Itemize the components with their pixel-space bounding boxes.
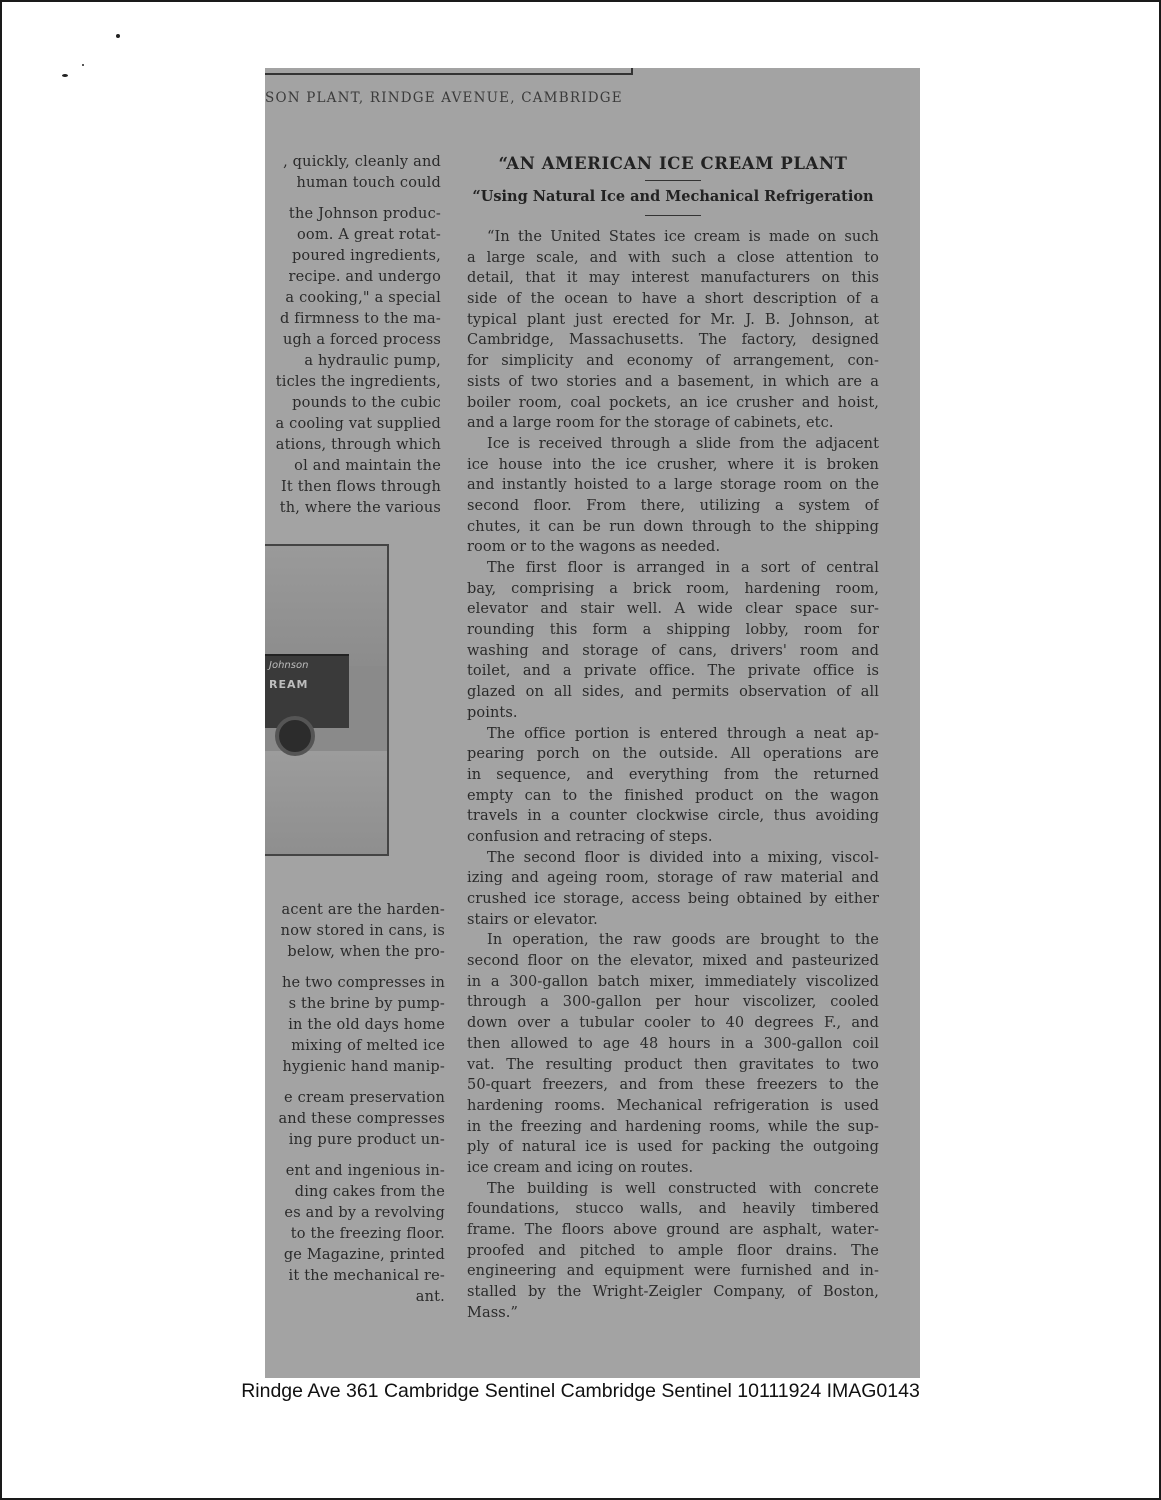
article-column bbox=[467, 152, 879, 1323]
text-line: and these compresses bbox=[278, 1111, 445, 1127]
newspaper-clipping bbox=[265, 68, 920, 1378]
text-line: acent are the harden- bbox=[281, 902, 445, 918]
article-line: In operation, the raw goods are brought to the bbox=[487, 932, 879, 949]
article-line: second floor on the elevator, mixed and pasteurized bbox=[467, 953, 879, 970]
truck-lettering: Johnson bbox=[269, 660, 309, 671]
article-title: “AN AMERICAN ICE CREAM PLANT bbox=[498, 154, 848, 173]
article-line: The building is well constructed with concrete bbox=[487, 1180, 879, 1197]
article-line: bay, comprising a brick room, hardening room, bbox=[467, 580, 879, 597]
truck-photo bbox=[265, 544, 389, 856]
text-line: It then flows through bbox=[280, 479, 441, 495]
article-line: a large scale, and with such a close attention to bbox=[467, 249, 879, 266]
text-line: ing pure product un- bbox=[288, 1132, 445, 1148]
scan-speck bbox=[116, 34, 120, 38]
article-subtitle: “Using Natural Ice and Mechanical Refrigeration bbox=[472, 188, 874, 205]
article-line: stairs or elevator. bbox=[467, 911, 598, 928]
article-line: boiler room, coal pockets, an ice crusher and hoist, bbox=[467, 394, 879, 411]
article-line: sists of two stories and a basement, in which are a bbox=[467, 373, 879, 390]
text-line: a hydraulic pump, bbox=[304, 353, 441, 369]
scan-speck bbox=[62, 74, 68, 77]
text-line: e cream preservation bbox=[284, 1090, 445, 1106]
article-line: side of the ocean to have a short description of a bbox=[467, 291, 879, 308]
image-caption: Rindge Ave 361 Cambridge Sentinel Cambridge Sentinel 10111924 IMAG0143 bbox=[241, 1380, 920, 1402]
paragraph-gap bbox=[265, 963, 445, 973]
article-line: 50-quart freezers, and from these freezers to the bbox=[467, 1077, 879, 1094]
article-line: “In the United States ice cream is made on such bbox=[487, 229, 879, 245]
text-line: the Johnson produc- bbox=[288, 206, 441, 222]
text-line: poured ingredients, bbox=[291, 248, 441, 264]
paragraph-gap bbox=[265, 1151, 445, 1161]
text-line: pounds to the cubic bbox=[292, 395, 441, 411]
article-line: glazed on all sides, and permits observation of all bbox=[467, 684, 879, 701]
text-line: ol and maintain the bbox=[294, 458, 441, 474]
article-line: ply of natural ice is used for packing the outgoing bbox=[467, 1139, 879, 1156]
article-line: engineering and equipment were furnished and in- bbox=[467, 1263, 879, 1280]
paragraph-gap bbox=[265, 194, 441, 204]
truck-wheel bbox=[275, 716, 315, 756]
title-rule bbox=[645, 180, 701, 181]
text-line: hygienic hand manip- bbox=[282, 1059, 445, 1075]
text-line: s the brine by pump- bbox=[288, 996, 445, 1012]
article-line: vat. The resulting product then gravitates to two bbox=[467, 1056, 879, 1073]
article-line: elevator and stair well. A wide clear space sur- bbox=[467, 601, 879, 618]
article-line: foundations, stucco walls, and heavily timbered bbox=[467, 1201, 879, 1218]
text-line: ations, through which bbox=[275, 437, 441, 453]
article-line: typical plant just erected for Mr. J. B. Johnson, at bbox=[467, 311, 879, 328]
photo-sky bbox=[265, 546, 387, 666]
article-line: toilet, and a private office. The private office is bbox=[467, 663, 879, 680]
article-line: in the freezing and hardening rooms, while the sup- bbox=[467, 1118, 879, 1135]
text-line: ent and ingenious in- bbox=[285, 1163, 445, 1179]
text-line: to the freezing floor. bbox=[290, 1226, 445, 1242]
article-line: points. bbox=[467, 704, 518, 721]
article-line: stalled by the Wright-Zeigler Company, of Boston, bbox=[467, 1284, 879, 1301]
text-line: it the mechanical re- bbox=[288, 1268, 445, 1284]
text-line: recipe. and undergo bbox=[288, 269, 441, 285]
article-line: izing and ageing room, storage of raw material and bbox=[467, 870, 879, 887]
article-line: washing and storage of cans, drivers' room and bbox=[467, 642, 879, 659]
text-line: oom. A great rotat- bbox=[296, 227, 441, 243]
photo-ground bbox=[265, 751, 387, 856]
text-line: es and by a revolving bbox=[284, 1205, 445, 1221]
article-line: hardening rooms. Mechanical refrigeration is used bbox=[467, 1097, 879, 1114]
text-line: human touch could bbox=[296, 175, 441, 191]
article-line: second floor. From there, utilizing a system of bbox=[467, 497, 879, 514]
subtitle-rule bbox=[645, 215, 701, 216]
article-line: Ice is received through a slide from the adjacent bbox=[487, 435, 879, 452]
text-line: a cooling vat supplied bbox=[275, 416, 441, 432]
article-line: room or to the wagons as needed. bbox=[467, 539, 721, 556]
article-line: and a large room for the storage of cabinets, etc. bbox=[467, 415, 834, 432]
article-line: frame. The floors above ground are asphalt, water- bbox=[467, 1222, 879, 1238]
text-line: , quickly, cleanly and bbox=[283, 154, 441, 170]
article-line: The office portion is entered through a neat ap- bbox=[487, 725, 879, 742]
text-line: ge Magazine, printed bbox=[283, 1247, 445, 1263]
article-body bbox=[467, 227, 879, 1323]
article-line: The first floor is arranged in a sort of central bbox=[487, 560, 879, 576]
article-line: empty can to the finished product on the wagon bbox=[467, 787, 879, 804]
left-column-top bbox=[265, 152, 441, 519]
article-line: down over a tubular cooler to 40 degrees F., and bbox=[467, 1015, 879, 1032]
article-line: for simplicity and economy of arrangement, con- bbox=[467, 353, 879, 370]
truck-lettering: REAM bbox=[269, 678, 309, 691]
article-line: then allowed to age 48 hours in a 300-gallon coil bbox=[467, 1035, 879, 1052]
article-line: crushed ice storage, access being obtained by either bbox=[467, 891, 879, 907]
article-line: and instantly hoisted to a large storage room on the bbox=[467, 477, 879, 494]
article-line: in a 300-gallon batch mixer, immediately viscolized bbox=[467, 973, 879, 990]
text-line: th, where the various bbox=[279, 500, 441, 516]
article-line: confusion and retracing of steps. bbox=[467, 828, 713, 845]
article-line: pearing porch on the outside. All operations are bbox=[467, 746, 879, 763]
text-line: ant. bbox=[415, 1289, 445, 1305]
article-line: The second floor is divided into a mixing, viscol- bbox=[487, 849, 879, 866]
text-line: below, when the pro- bbox=[287, 944, 445, 960]
article-line: Mass.” bbox=[467, 1304, 518, 1321]
text-line: he two compresses in bbox=[282, 975, 445, 991]
article-line: detail, that it may interest manufacturers on this bbox=[467, 270, 879, 287]
article-line: ice cream and icing on routes. bbox=[467, 1159, 694, 1176]
text-line: now stored in cans, is bbox=[280, 923, 445, 939]
paragraph-gap bbox=[265, 1078, 445, 1088]
text-line: ding cakes from the bbox=[294, 1184, 445, 1200]
article-line: proofed and pitched to ample floor drains. The bbox=[467, 1242, 879, 1259]
article-line: through a 300-gallon per hour viscolizer, cooled bbox=[467, 994, 879, 1011]
text-line: d firmness to the ma- bbox=[279, 311, 441, 327]
text-line: in the old days home bbox=[288, 1017, 445, 1033]
article-line: chutes, it can be run down through to the shipping bbox=[467, 518, 879, 535]
scan-speck bbox=[82, 64, 84, 66]
text-line: mixing of melted ice bbox=[291, 1038, 445, 1054]
left-column-bottom bbox=[265, 900, 445, 1308]
article-line: ice house into the ice crusher, where it is broken bbox=[467, 456, 879, 473]
text-line: ugh a forced process bbox=[283, 332, 441, 348]
clipping-header: SON PLANT, RINDGE AVENUE, CAMBRIDGE bbox=[265, 90, 623, 106]
article-line: travels in a counter clockwise circle, thus avoiding bbox=[467, 808, 879, 825]
text-line: ticles the ingredients, bbox=[275, 374, 441, 390]
text-line: a cooking," a special bbox=[285, 290, 441, 306]
article-line: rounding this form a shipping lobby, room for bbox=[467, 622, 879, 639]
article-line: Cambridge, Massachusetts. The factory, designed bbox=[467, 332, 879, 349]
clipping-top-rule bbox=[265, 68, 633, 75]
article-line: in sequence, and everything from the returned bbox=[467, 766, 879, 783]
